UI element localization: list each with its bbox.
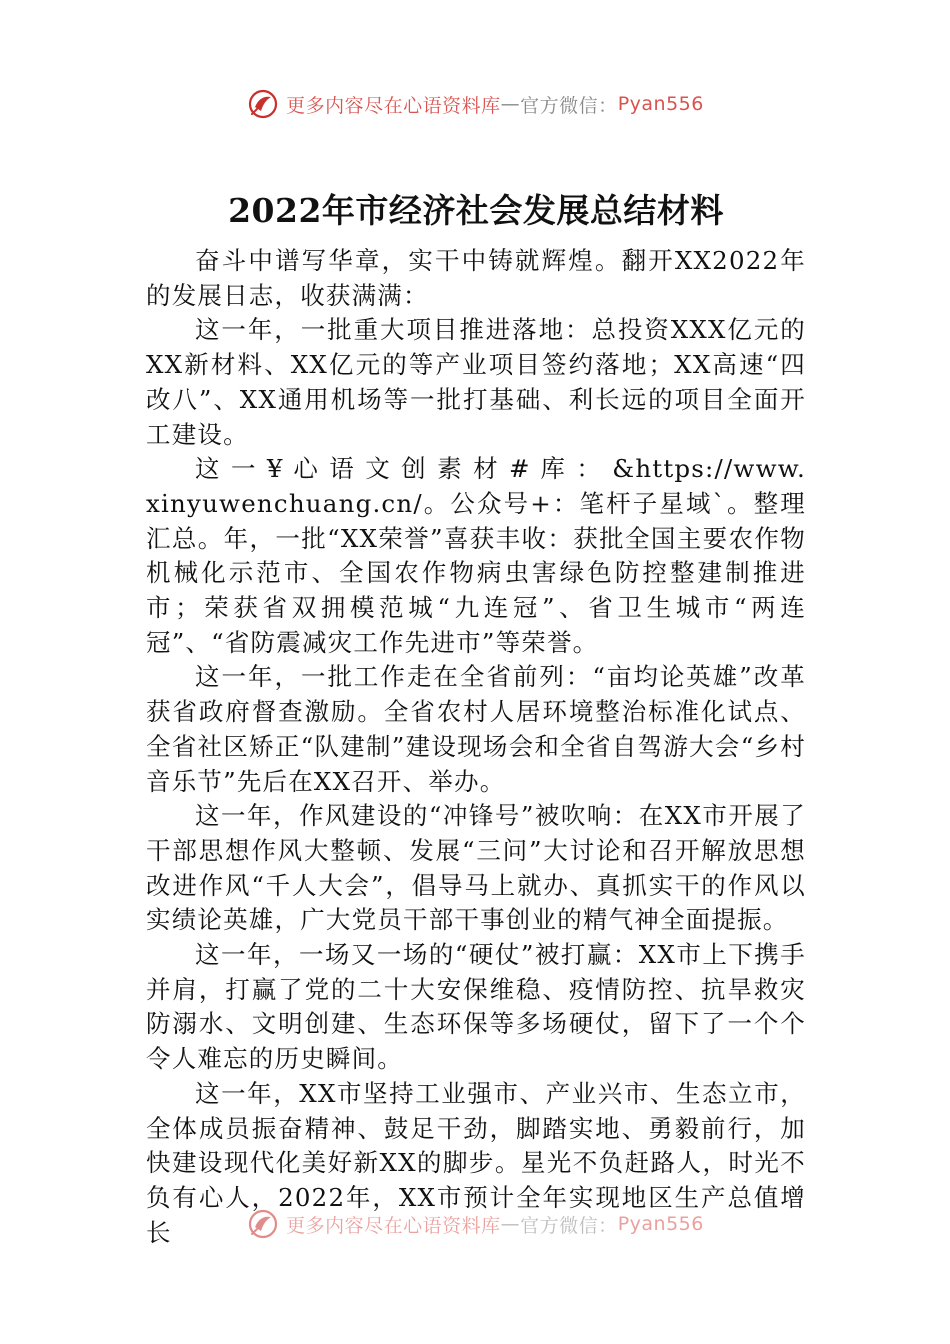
paragraph: 这一年，XX市坚持工业强市、产业兴市、生态立市，全体成员振奋精神、鼓足干劲，脚踏实地、勇毅前行，加快建设现代化美好新XX的脚步。星光不负赶路人，时光不负有心人，2022年，XX市预计全年实现地区生产总值增长: [146, 1078, 806, 1247]
paragraph: 这一年，一场又一场的“硬仗”被打赢：XX市上下携手并肩，打赢了党的二十大安保维稳、疫情防控、抗旱救灾防溺水、文明创建、生态环保等多场硬仗，留下了一个个令人难忘的历史瞬间。: [146, 940, 806, 1074]
watermark-brand-text: 更多内容尽在心语资料库: [286, 94, 501, 117]
paragraph: 这 一 ¥ 心 语 文 创 素 材 # 库 ： &https://www.xinyuwenchuang.cn/。公众号+：笔杆子星域`。整理汇总。年，一批“XX荣誉”喜获丰收：获批全国主要农作物机械化示范市、全国农作物病虫害绿色防控整建制推进市；荣获省双拥模范城“九连冠”、省卫生城市“两连冠”、“省防震减灾工作先进市”等荣誉。: [146, 454, 806, 657]
watermark-wechat-label: 官方微信：: [520, 94, 618, 117]
watermark-dash: —: [500, 93, 521, 115]
document-title: 2022年市经济社会发展总结材料: [228, 191, 724, 230]
watermark-banner-top: [0, 84, 950, 124]
watermark-wechat-id: Pyan556: [617, 1213, 704, 1235]
paragraph: 这一年，一批工作走在全省前列：“亩均论英雄”改革获省政府督查激励。全省农村人居环境整治标准化试点、全省社区矫正“队建制”建设现场会和全省自驾游大会“乡村音乐节”先后在XX召开、举办。: [146, 662, 806, 796]
watermark-brand-text: 更多内容尽在心语资料库: [286, 1214, 501, 1237]
brand-logo-icon: [246, 87, 280, 121]
paragraph: 奋斗中谱写华章，实干中铸就辉煌。翻开XX2022年的发展日志，收获满满：: [146, 246, 806, 310]
watermark-wechat-id: Pyan556: [617, 93, 704, 115]
brand-logo-icon: [246, 1207, 280, 1241]
paragraph: 这一年，一批重大项目推进落地：总投资XXX亿元的XX新材料、XX亿元的等产业项目签约落地；XX高速“四改八”、XX通用机场等一批打基础、利长远的项目全面开工建设。: [146, 315, 806, 449]
watermark-dash: —: [500, 1213, 521, 1235]
document-body: [146, 186, 806, 1250]
watermark-banner-bottom: [0, 1204, 950, 1244]
paragraph: 这一年，作风建设的“冲锋号”被吹响：在XX市开展了干部思想作风大整顿、发展“三问”大讨论和召开解放思想改进作风“千人大会”，倡导马上就办、真抓实干的作风以实绩论英雄，广大党员干部干事创业的精气神全面提振。: [146, 801, 806, 935]
watermark-wechat-label: 官方微信：: [520, 1214, 618, 1237]
